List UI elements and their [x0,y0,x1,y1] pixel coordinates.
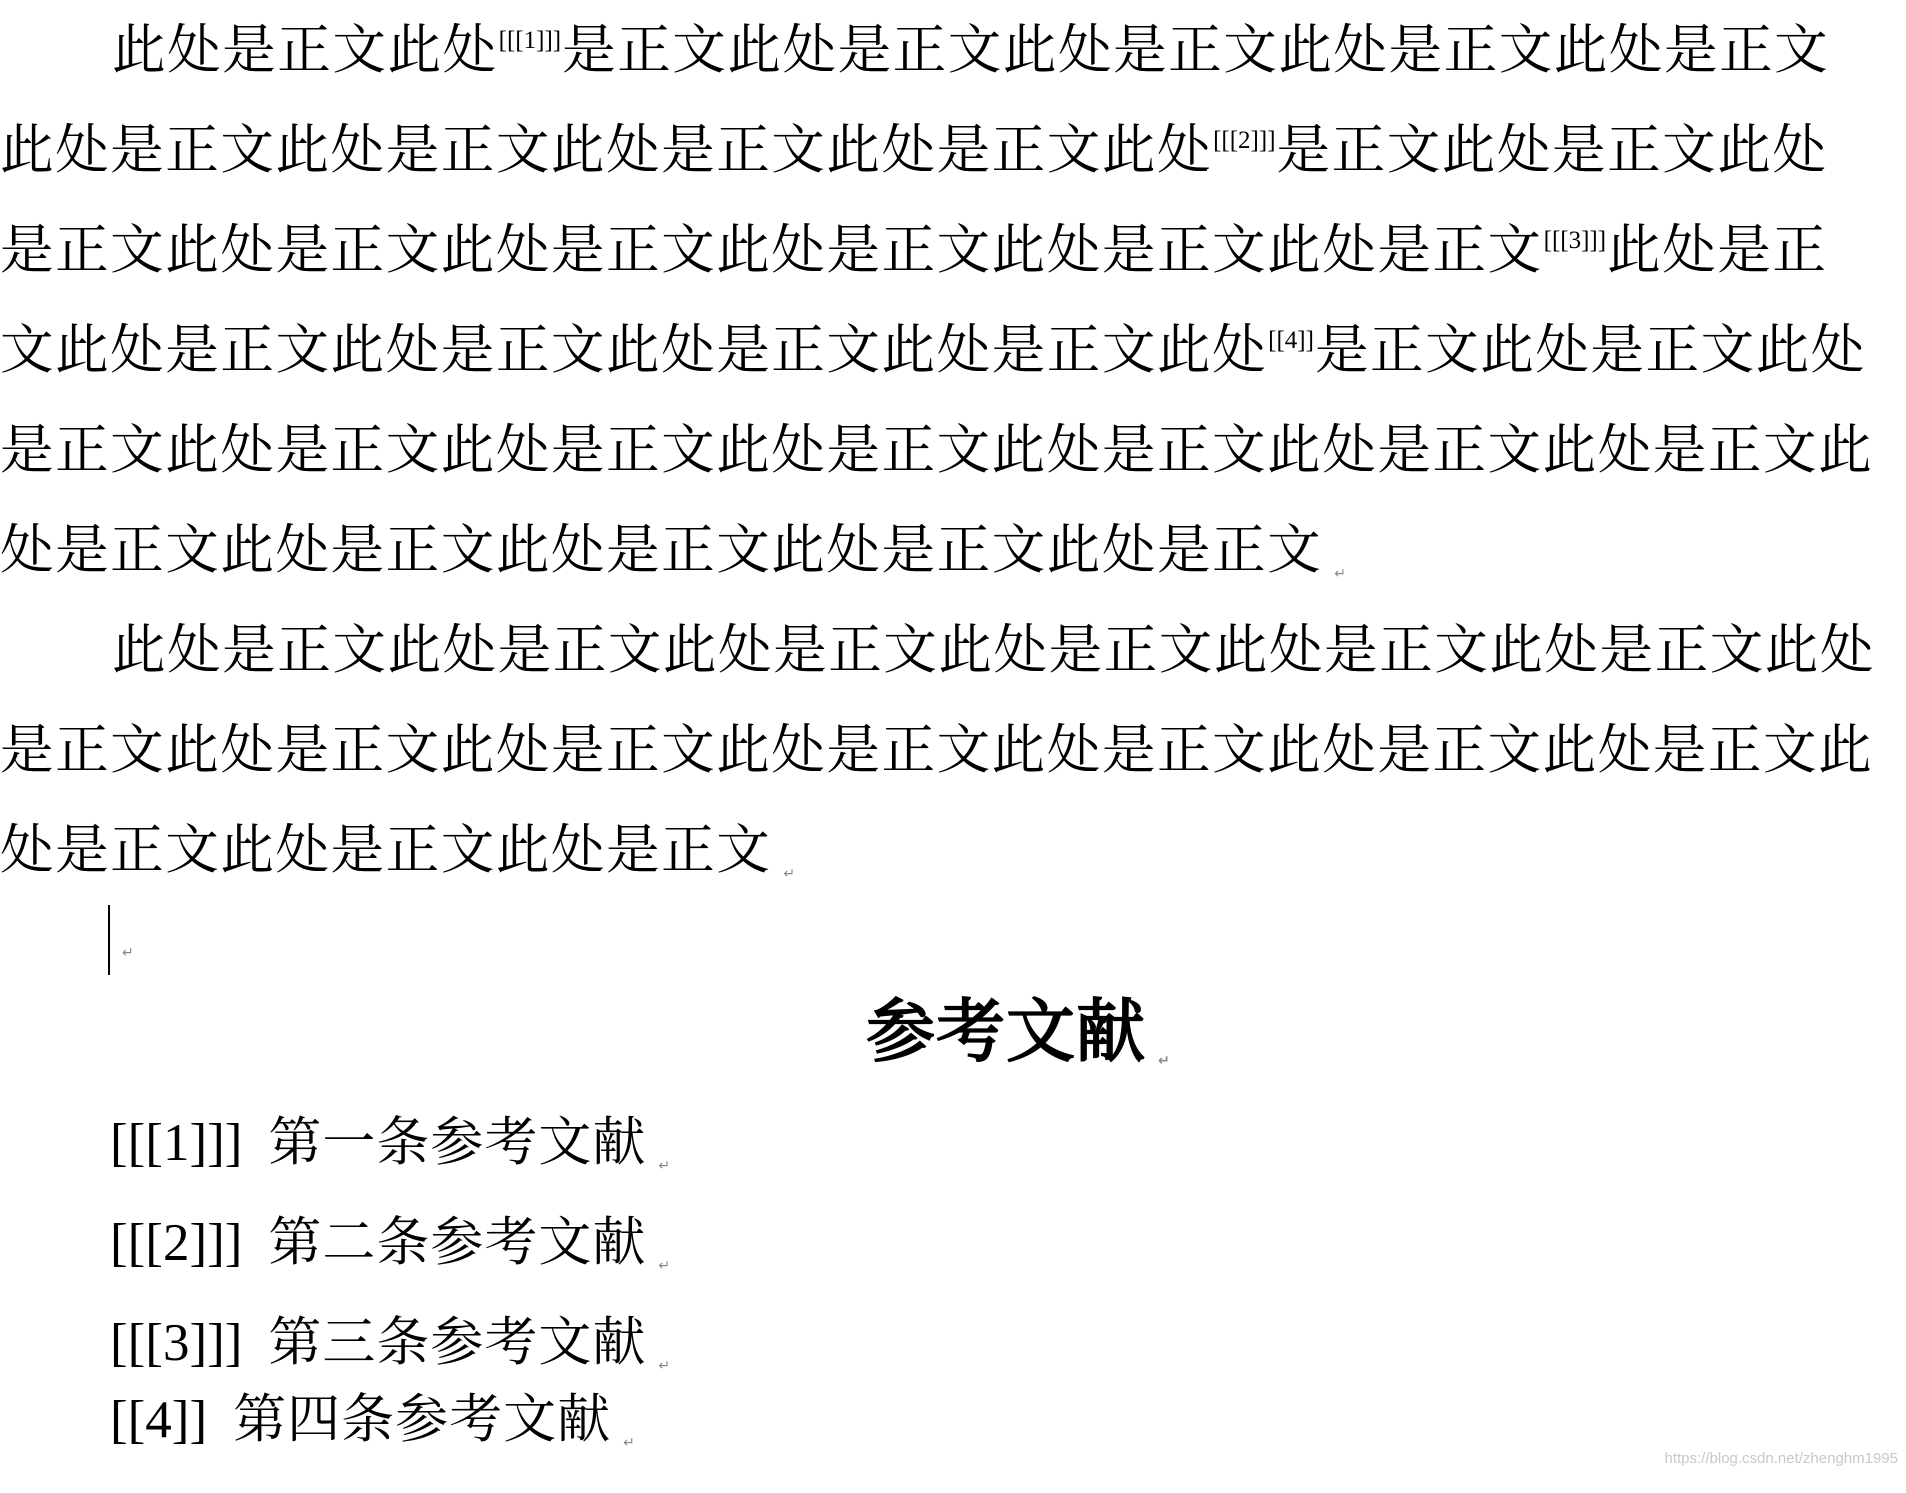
reference-number: [[[2]]] [110,1214,243,1272]
body-text: 此处是正文此处是正文此处是正文此处是正文此处 [0,118,1213,181]
paragraph-mark-icon: ↵ [623,1435,635,1451]
paragraph-2-line-1 [112,600,1875,700]
reference-text: 第三条参考文献 [268,1312,647,1373]
reference-text: 第四条参考文献 [233,1389,612,1450]
paragraph-1-line-1 [112,0,1829,100]
reference-text: 第二条参考文献 [268,1212,647,1273]
body-text: 此处是正文此处是正文此处是正文此处是正文此处是正文此处是正文此处 [112,618,1875,681]
footnote-ref-1[interactable]: [[[1]]] [498,27,562,54]
body-text: 此处是正 [1607,218,1828,281]
paragraph-1-line-3 [0,200,1827,300]
heading-text: 参考文献 [866,991,1146,1072]
paragraph-mark-icon: ↵ [1334,566,1346,582]
paragraph-mark-icon: ↵ [1158,1053,1170,1069]
reference-number: [[[1]]] [110,1114,243,1172]
references-heading [866,982,1170,1082]
body-text: 是正文此处是正文此处是正文此处是正文此处是正文 [562,18,1830,81]
reference-number: [[4]] [110,1391,208,1449]
body-text: 是正文此处是正文此处是正文此处是正文此处是正文此处是正文此处是正文此 [0,718,1874,781]
paragraph-2-line-2 [0,700,1873,800]
reference-number: [[[3]]] [110,1314,243,1372]
paragraph-mark-icon: ↵ [783,866,796,882]
paragraph-mark-icon: ↵ [658,1158,671,1174]
body-text: 处是正文此处是正文此处是正文此处是正文此处是正文 [0,518,1323,581]
reference-item-2 [110,1193,670,1293]
body-text: 是正文此处是正文此处是正文此处是正文此处是正文此处是正文此处是正文此 [0,418,1874,481]
footnote-ref-4[interactable]: [[4]] [1268,327,1314,354]
body-text: 是正文此处是正文此处是正文此处是正文此处是正文此处是正文 [0,218,1543,281]
body-text: 文此处是正文此处是正文此处是正文此处是正文此处 [0,318,1268,381]
body-text: 是正文此处是正文此处 [1314,318,1866,381]
footnote-ref-3[interactable]: [[[3]]] [1543,227,1607,254]
body-text: 处是正文此处是正文此处是正文 [0,818,772,881]
reference-item-4 [110,1370,635,1470]
text-cursor[interactable] [108,905,110,975]
reference-item-1 [110,1093,670,1193]
reference-text: 第一条参考文献 [268,1112,647,1173]
paragraph-1-line-2 [0,100,1827,200]
body-text: 此处是正文此处 [112,18,498,81]
footnote-ref-2[interactable]: [[[2]]] [1213,127,1276,154]
paragraph-mark-icon: ↵ [658,1358,671,1374]
paragraph-2-line-3 [0,800,795,900]
paragraph-mark-icon: ↵ [122,945,134,961]
paragraph-1-line-6 [0,500,1346,600]
watermark: https://blog.csdn.net/zhenghm1995 [1664,1450,1898,1467]
body-text: 是正文此处是正文此处 [1276,118,1828,181]
paragraph-1-line-5 [0,400,1873,500]
paragraph-mark-icon: ↵ [658,1258,671,1274]
paragraph-1-line-4 [0,300,1866,400]
